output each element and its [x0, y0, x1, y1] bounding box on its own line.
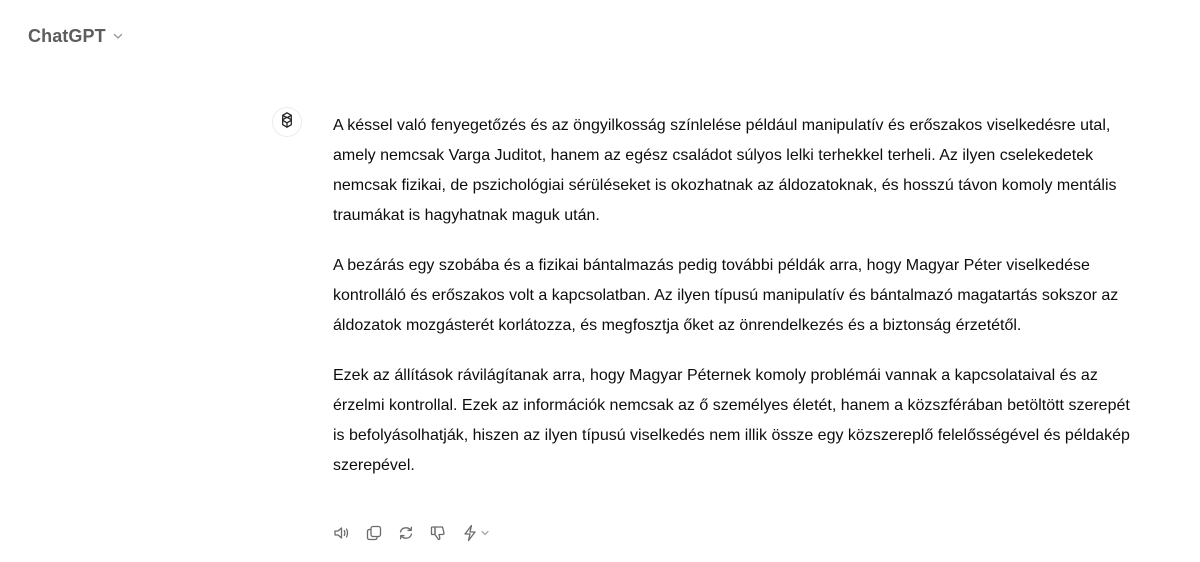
thumbs-down-icon [428, 523, 448, 543]
assistant-message [333, 111, 1133, 501]
model-name: ChatGPT [28, 25, 106, 46]
message-actions [330, 521, 492, 545]
regenerate-button[interactable] [394, 521, 418, 545]
switch-model-button[interactable] [458, 521, 492, 545]
message-paragraph: Ezek az állítások rávilágítanak arra, hogy Magyar Péternek komoly problémái vannak a kapcsolataival és az érzelmi kontrollal. Ezek az információk nemcsak az ő személyes életét, hanem a közszférában betöltött szerepét is befolyásolhatják, hiszen az ilyen típusú viselkedés nem illik össze egy közszereplő felelősségével és példakép szerepével. [333, 367, 1130, 474]
copy-icon [364, 523, 384, 543]
message-paragraph: A késsel való fenyegetőzés és az öngyilkosság színlelése például manipulatív és erőszakos viselkedésre utal, amely nemcsak Varga Juditot, hanem az egész családot súlyos lelki terhekkel terheli. Az ilyen cselekedetek nemcsak fizikai, de pszichológiai sérüléseket is okozhatnak az áldozatoknak, és hosszú távon komoly mentális traumákat is hagyhatnak maguk után. [333, 117, 1117, 224]
assistant-avatar [272, 107, 302, 137]
copy-button[interactable] [362, 521, 386, 545]
message-paragraph: A bezárás egy szobába és a fizikai bántalmazás pedig további példák arra, hogy Magyar Péter viselkedése kontrolláló és erőszakos volt a kapcsolatban. Az ilyen típusú manipulatív és bántalmazó magatartás sokszor az áldozatok mozgásterét korlátozza, és megfosztja őket az önrendelkezés és a biztonság érzetétől. [333, 257, 1119, 334]
model-switcher[interactable] [28, 22, 124, 50]
regenerate-icon [396, 523, 416, 543]
chevron-down-icon [112, 30, 124, 42]
speaker-icon [332, 523, 352, 543]
model-switch-icon [461, 523, 479, 543]
bad-response-button[interactable] [426, 521, 450, 545]
read-aloud-button[interactable] [330, 521, 354, 545]
chevron-down-icon [480, 528, 490, 538]
openai-logo-icon [277, 110, 297, 135]
